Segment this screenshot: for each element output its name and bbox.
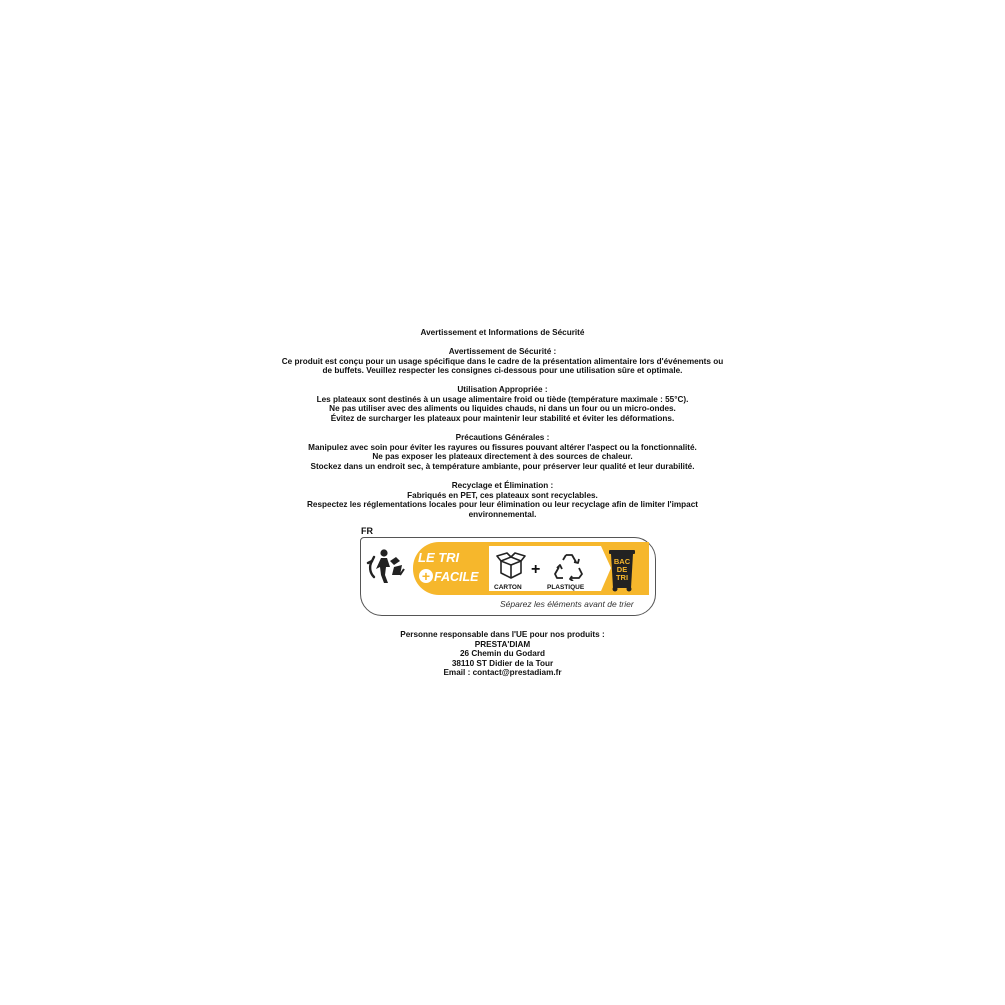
section-appropriate-use: [0, 385, 1005, 423]
carton-box-icon: [495, 551, 527, 581]
carton-label: CARTON: [494, 584, 522, 591]
section-safety-warning: [0, 347, 1005, 376]
section-line: de buffets. Veuillez respecter les consignes ci-dessous pour une utilisation sûre et optimale.: [322, 366, 683, 376]
triman-person-icon: [364, 545, 410, 587]
footer-line: Personne responsable dans l'UE pour nos produits :: [400, 630, 605, 639]
plus-separator: +: [531, 561, 541, 578]
section-line: Évitez de surcharger les plateaux pour maintenir leur stabilité et éviter les déformations.: [330, 413, 675, 423]
section-line: Ne pas exposer les plateaux directement à des sources de chaleur.: [372, 452, 633, 462]
facile-text: FACILE: [434, 570, 479, 584]
bin-label-line: BAC: [613, 557, 631, 566]
document-title: Avertissement et Informations de Sécurité: [420, 328, 585, 337]
section-recycling: [0, 481, 1005, 519]
footer-line: 38110 ST Didier de la Tour: [451, 658, 554, 668]
bin-label-line: TRI: [615, 573, 629, 582]
recycling-bin-icon: [607, 546, 637, 592]
section-line: Respectez les réglementations locales pour leur élimination ou leur recyclage afin de limiter l'impact: [307, 500, 698, 510]
footer-line: 26 Chemin du Godard: [459, 649, 546, 659]
section-line: Les plateaux sont destinés à un usage alimentaire froid ou tiède (température maximale : 55°C).: [316, 394, 689, 404]
section-heading: Utilisation Appropriée :: [457, 385, 548, 394]
bin-label-line: DE: [616, 565, 628, 574]
section-line: Stockez dans un endroit sec, à température ambiante, pour préserver leur qualité et leur durabilité.: [310, 461, 695, 471]
section-heading: Recyclage et Élimination :: [451, 481, 554, 490]
sorting-tagline: Séparez les éléments avant de trier: [500, 599, 634, 609]
section-line: Ce produit est conçu pour un usage spécifique dans le cadre de la présentation alimentaire lors d'événements ou: [281, 356, 724, 366]
footer-line: Email : contact@prestadiam.fr: [443, 668, 562, 678]
le-tri-text: LE TRI: [418, 550, 460, 565]
section-line: Manipulez avec soin pour éviter les rayures ou fissures pouvant altérer l'aspect ou la fonctionnalité.: [308, 442, 697, 452]
country-label: FR: [361, 526, 373, 536]
footer-line: PRESTA'DIAM: [474, 639, 531, 649]
section-line: environnemental.: [468, 509, 537, 519]
section-line: Ne pas utiliser avec des aliments ou liquides chauds, ni dans un four ou un micro-ondes.: [329, 404, 676, 414]
recycle-icon: [553, 551, 585, 581]
plus-badge: +: [419, 569, 433, 583]
responsible-person-block: [0, 630, 1005, 678]
section-general-precautions: [0, 433, 1005, 471]
section-heading: Avertissement de Sécurité :: [448, 347, 557, 356]
section-heading: Précautions Générales :: [455, 433, 550, 442]
plastique-label: PLASTIQUE: [547, 584, 585, 591]
section-line: Fabriqués en PET, ces plateaux sont recyclables.: [407, 490, 598, 500]
